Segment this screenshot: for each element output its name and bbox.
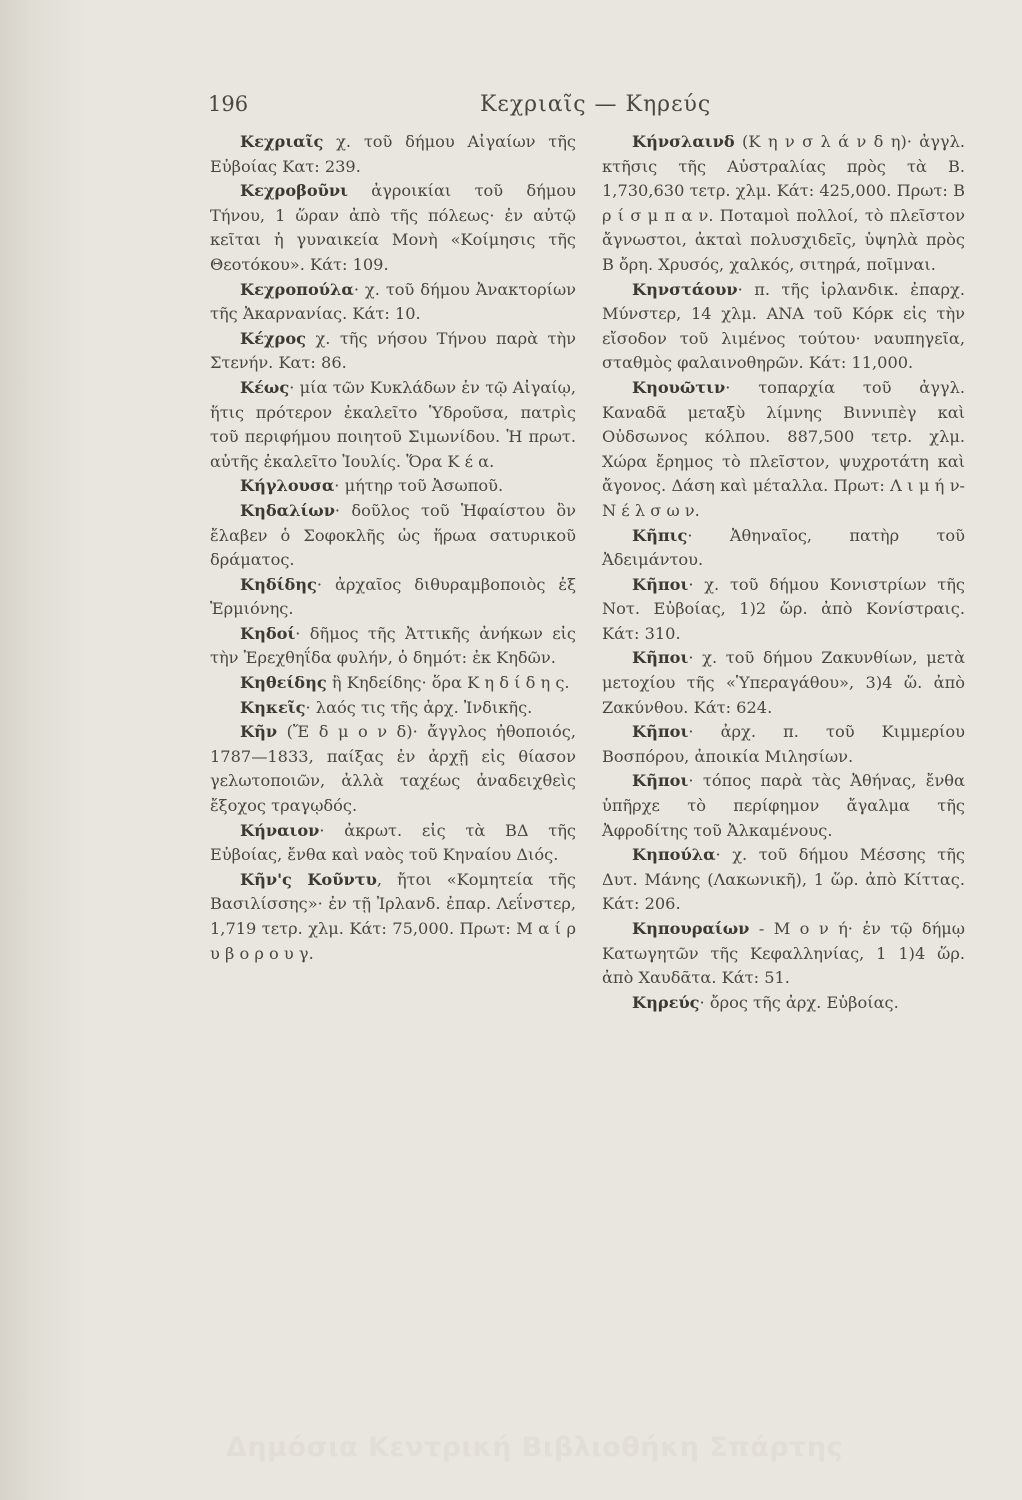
entry bbox=[602, 376, 965, 524]
entry-text: - Μ ο ν ή· ἐν τῷ δήμῳ Κατωγητῶν τῆς Κεφαλληνίας, 1 1)4 ὥρ. ἀπὸ Χαυδᾶτα. Κάτ: 51. bbox=[602, 919, 965, 988]
entry-text: · τοπαρχία τοῦ ἀγγλ. Καναδᾶ μεταξὺ λίμνης Βιννιπὲγ καὶ Οὐδσωνος κόλπου. 887,500 τετρ. χλμ. Χώρα ἔρημος τὸ πλεῖστον, ψυχροτάτη καὶ ἄγονος. Δάση καὶ μέταλλα. Πρωτ: Λ ι μ ή ν-Ν έ λ σ ω ν. bbox=[602, 377, 965, 520]
entry bbox=[210, 179, 576, 277]
book-gutter bbox=[0, 0, 92, 1500]
entry-text: · Ἀθηναῖος, πατὴρ τοῦ Ἀδειμάντου. bbox=[602, 525, 965, 570]
entry bbox=[210, 327, 576, 376]
entry-text: · μήτηρ τοῦ Ἀσωποῦ. bbox=[334, 476, 504, 496]
entry-headword: Κεχροβοῦνι bbox=[240, 181, 348, 201]
entry-text: · τόπος παρὰ τὰς Ἀθήνας, ἔνθα ὑπῆρχε τὸ περίφημον ἄγαλμα τῆς Ἀφροδίτης τοῦ Ἀλκαμένους. bbox=[602, 771, 965, 840]
entry-text: · ἀκρωτ. εἰς τὰ ΒΔ τῆς Εὐβοίας, ἔνθα καὶ ναὸς τοῦ Κηναίου Διός. bbox=[210, 820, 576, 865]
entry bbox=[602, 130, 965, 278]
entry-text: · μία τῶν Κυκλάδων ἐν τῷ Αἰγαίῳ, ἥτις πρότερον ἐκαλεῖτο Ὑδροῦσα, πατρὶς τοῦ περιφήμου ποιητοῦ Σιμωνίδου. Ἡ πρωτ. αὐτῆς ἐκαλεῖτο Ἰουλίς. Ὅρα Κ έ α. bbox=[210, 377, 576, 471]
entry-headword: Κηδοί bbox=[240, 623, 296, 643]
left-column bbox=[210, 130, 576, 966]
entry-headword: Κηπούλα bbox=[632, 845, 716, 865]
entry-headword: Κῆν bbox=[240, 722, 278, 742]
entry bbox=[602, 573, 965, 647]
entry-headword: Κηδαλίων bbox=[240, 500, 335, 520]
running-head: Κεχριαῖς — Κηρεύς bbox=[480, 92, 712, 117]
entry-headword: Κηρεύς bbox=[632, 992, 700, 1012]
entry-text: χ. τοῦ δήμου Αἰγαίων τῆς Εὐβοίας Κατ: 239. bbox=[210, 132, 576, 176]
entry-headword: Κήναιον bbox=[240, 820, 320, 840]
entry bbox=[210, 278, 576, 327]
entry-headword: Κῆποι bbox=[632, 771, 689, 791]
entry bbox=[602, 524, 965, 573]
entry-text: , ἤτοι «Κομητεία τῆς Βασιλίσσης»· ἐν τῇ Ἰρλανδ. ἐπαρ. Λεΐνστερ, 1,719 τετρ. χλμ. Κάτ: 75,000. Πρωτ: Μ α ί ρ υ β ο ρ ο υ γ. bbox=[210, 869, 576, 963]
entry-headword: Κηουῶτιν bbox=[632, 377, 726, 397]
entry-text: · π. τῆς ἰρλανδικ. ἐπαρχ. Μύνστερ, 14 χλμ. ΑΝΑ τοῦ Κόρκ εἰς τὴν εἴσοδον τοῦ λιμένος τούτου· ναυπηγεῖα, σταθμὸς φαλαινοθηρῶν. Κάτ: 11,000. bbox=[602, 279, 965, 373]
library-watermark: Δημόσια Κεντρική Βιβλιοθήκη Σπάρτης bbox=[226, 1432, 844, 1463]
entry bbox=[602, 769, 965, 843]
entry-headword: Κῆν'ς Κοῦντυ bbox=[240, 869, 377, 889]
entry-headword: Κέως bbox=[240, 377, 290, 397]
entry-headword: Κηνστάουν bbox=[632, 279, 738, 299]
entry bbox=[210, 819, 576, 868]
entry-text: (Ἔ δ μ ο ν δ)· ἄγγλος ἠθοποιός, 1787—1833, παίξας ἐν ἀρχῇ εἰς θίασον γελωτοποιῶν, ἀλλὰ ταχέως ἀναδειχθεὶς ἔξοχος τραγῳδός. bbox=[210, 722, 576, 816]
entry bbox=[602, 843, 965, 917]
entry-headword: Κηθείδης bbox=[240, 673, 327, 693]
entry-text: χ. τῆς νήσου Τήνου παρὰ τὴν Στενήν. Κατ: 86. bbox=[210, 328, 576, 373]
entry-headword: Κήνσλαινδ bbox=[632, 132, 735, 151]
entry-text: · δῆμος τῆς Ἀττικῆς ἀνήκων εἰς τὴν Ἐρεχθηΐδα φυλήν, ὁ δημότ: ἐκ Κηδῶν. bbox=[210, 623, 576, 668]
entry bbox=[210, 720, 576, 818]
entry-headword: Κηκεῖς bbox=[240, 697, 306, 717]
entry bbox=[210, 130, 576, 179]
entry bbox=[602, 720, 965, 769]
entry bbox=[210, 474, 576, 499]
entry-headword: Κῆπις bbox=[632, 525, 688, 545]
entry-text: · ὄρος τῆς ἀρχ. Εὐβοίας. bbox=[699, 992, 899, 1012]
entry-text: · χ. τοῦ δήμου Μέσσης τῆς Δυτ. Μάνης (Λακωνικῆ), 1 ὥρ. ἀπὸ Κίττας. Κάτ: 206. bbox=[602, 845, 965, 914]
entry-headword: Κῆποι bbox=[632, 648, 689, 668]
entry-text: · χ. τοῦ δήμου Ἀνακτορίων τῆς Ἀκαρνανίας. Κάτ: 10. bbox=[210, 279, 576, 324]
entry-text: · λαός τις τῆς ἀρχ. Ἰνδικῆς. bbox=[305, 697, 533, 717]
entry bbox=[602, 646, 965, 720]
page-number: 196 bbox=[208, 92, 249, 116]
entry bbox=[602, 991, 965, 1016]
entry bbox=[210, 376, 576, 474]
entry-headword: Κέχρος bbox=[240, 328, 306, 348]
right-column bbox=[602, 130, 965, 1015]
entry bbox=[210, 499, 576, 573]
entry bbox=[210, 622, 576, 671]
entry-headword: Κηπουραίων bbox=[632, 919, 750, 938]
entry-text: ἢ Κηδείδης· ὅρα Κ η δ ί δ η ς. bbox=[326, 673, 570, 693]
entry bbox=[602, 278, 965, 376]
entry bbox=[210, 671, 576, 696]
entry-text: · χ. τοῦ δήμου Κονιστρίων τῆς Νοτ. Εὐβοίας, 1)2 ὥρ. ἀπὸ Κονίστραις. Κάτ: 310. bbox=[602, 574, 965, 643]
entry-text: · ἀρχ. π. τοῦ Κιμμερίου Βοσπόρου, ἀποικία Μιλησίων. bbox=[602, 722, 965, 766]
entry bbox=[210, 573, 576, 622]
entry-headword: Κεχριαῖς bbox=[240, 132, 324, 151]
entry-text: · δοῦλος τοῦ Ἡφαίστου ὃν ἔλαβεν ὁ Σοφοκλῆς ὡς ἥρωα σατυρικοῦ δράματος. bbox=[210, 500, 576, 570]
entry bbox=[210, 696, 576, 721]
entry-headword: Κηδίδης bbox=[240, 574, 317, 594]
entry bbox=[210, 868, 576, 966]
entry-headword: Κήγλουσα bbox=[240, 476, 335, 496]
entry-headword: Κεχροπούλα bbox=[240, 279, 354, 299]
entry-text: · χ. τοῦ δήμου Ζακυνθίων, μετὰ μετοχίου τῆς «Ὑπεραγάθου», 3)4 ὥ. ἀπὸ Ζακύνθου. Κάτ: 624. bbox=[602, 648, 965, 717]
entry bbox=[602, 917, 965, 991]
entry-headword: Κῆποι bbox=[632, 722, 689, 742]
entry-text: (Κ η ν σ λ ά ν δ η)· ἀγγλ. κτῆσις τῆς Αὐστραλίας πρὸς τὰ Β. 1,730,630 τετρ. χλμ. Κάτ: 425,000. Πρωτ: Β ρ ί σ μ π α ν. Ποταμοὶ πολλοί, τὸ πλεῖστον ἄγνωστοι, ἀκταὶ πολυσχιδεῖς, ὑψηλὰ πρὸς Β ὄρη. Χρυσός, χαλκός, σιτηρά, ποῖμναι. bbox=[602, 132, 965, 274]
entry-text: · ἀρχαῖος διθυραμβοποιὸς ἐξ Ἑρμιόνης. bbox=[210, 574, 576, 619]
entry-text: ἀγροικίαι τοῦ δήμου Τήνου, 1 ὥραν ἀπὸ τῆς πόλεως· ἐν αὐτῷ κεῖται ἡ γυναικεία Μονὴ «Κοίμησις τῆς Θεοτόκου». Κάτ: 109. bbox=[210, 181, 576, 274]
entry-headword: Κῆποι bbox=[632, 574, 689, 594]
